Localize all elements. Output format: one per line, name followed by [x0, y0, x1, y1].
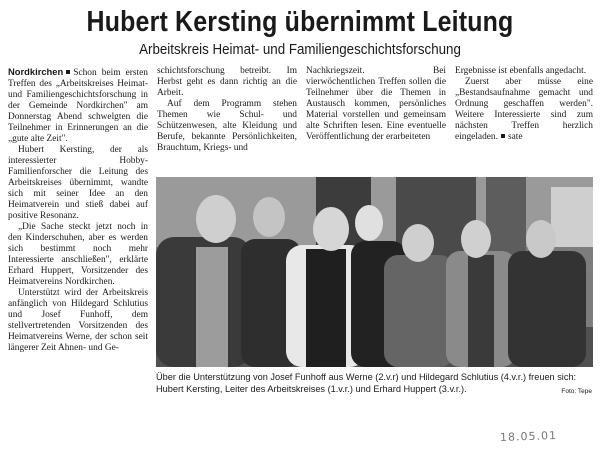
- paragraph: Auf dem Programm stehen Themen wie Schul- und Schützenwesen, alte Kleidung und Berufe, bekannte Persönlichkeiten, Brauchtum, Kriegs- und: [157, 99, 297, 153]
- paragraph-text: Schon beim ersten Treffen des „Arbeitskreises Heimat- und Familiengeschichtsforschung in der Gemeinde Nordkirchen" am Donnerstag Abend schwelgten die Teilnehmer in Erinnerungen an die „gute alte Zeit".: [8, 68, 148, 144]
- article-column-4: [455, 66, 593, 176]
- bullet-icon: [66, 70, 70, 74]
- paragraph-text: Zuerst aber müsse eine „Bestandsaufnahme gemacht und Ordnung geschaffen werden". Weitere Interessierte sind zum nächsten Treffen herzlich eingeladen.: [455, 77, 593, 142]
- group-photo: [156, 177, 593, 367]
- paragraph: Unterstützt wird der Arbeitskreis anfänglich von Hildegard Schlutius und Josef Funhoff, dem stellvertretenden Vorsitzenden des Heimatvereins Werne, der schon seit längerer Zeit Ahnen- und Ge-: [8, 288, 148, 353]
- bullet-icon: [501, 134, 505, 138]
- dateline: Nordkirchen: [8, 66, 64, 77]
- group-photo-image: [156, 177, 593, 367]
- paragraph: Hubert Kersting, der als interessierter Hobby-Familienforscher die Leitung des Arbeitskreises übernimmt, wandte sich mit seiner Idee an den Heimatverein und stieß dabei auf positive Resonanz.: [8, 145, 148, 221]
- headline: Hubert Kersting übernimmt Leitung: [86, 6, 514, 38]
- author-signature: sate: [507, 132, 523, 142]
- article-column-3: [306, 66, 446, 176]
- photo-credit: Foto: Tepe: [561, 388, 592, 395]
- paragraph: [8, 66, 148, 145]
- article-column-1: [8, 66, 148, 383]
- paragraph: schichtsforschung betreibt. Im Herbst geht es dann richtig an die Arbeit.: [157, 66, 297, 98]
- paragraph: „Die Sache steckt jetzt noch in den Kinderschuhen, aber es werden sich bestimmt noch mehr Interessierte anschließen", erklärte Erhard Huppert, Vorsitzender des Heimatvereins Nordkirchen.: [8, 222, 148, 287]
- paragraph: [455, 77, 593, 143]
- paragraph: Ergebnisse ist ebenfalls angedacht.: [455, 66, 587, 76]
- subheadline: Arbeitskreis Heimat- und Familiengeschichtsforschung: [139, 42, 461, 58]
- handwritten-date: 18.05.01: [499, 429, 558, 444]
- article-column-2: [157, 66, 297, 176]
- photo-caption: Über die Unterstützung von Josef Funhoff aus Werne (2.v.r) und Hildegard Schlutius (4.v.r.) freuen sich: Hubert Kersting, Leiter des Arbeitskreises (1.v.r.) und Erhard Huppert (3.v.r.).: [156, 372, 577, 394]
- paragraph: Nachkriegszeit. Bei vierwöchentlichen Treffen sollen die Teilnehmer über die Themen in Austausch kommen, persönliches Material vorstellen und gemeinsam alte Schriften lesen. Eine eventuelle Veröffentlichung der erarbeiteten: [306, 66, 446, 142]
